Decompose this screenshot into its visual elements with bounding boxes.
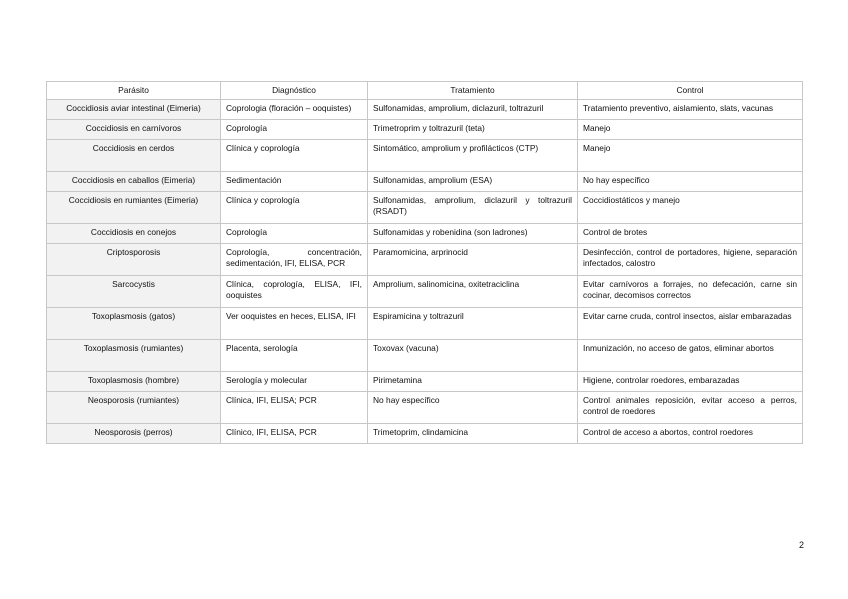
cell-control: Control de acceso a abortos, control roedores (578, 424, 803, 444)
cell-control: Desinfección, control de portadores, higiene, separación infectados, calostro (578, 244, 803, 276)
cell-control: Manejo (578, 120, 803, 140)
cell-tratamiento: Pirimetamina (368, 372, 578, 392)
header-control: Control (578, 82, 803, 100)
cell-diagnostico: Ver ooquistes en heces, ELISA, IFI (221, 308, 368, 340)
table-row (47, 372, 803, 392)
cell-control: Control animales reposición, evitar acceso a perros, control de roedores (578, 392, 803, 424)
table-row (47, 100, 803, 120)
table-row (47, 340, 803, 372)
cell-tratamiento: Trimetroprim y toltrazuril (teta) (368, 120, 578, 140)
parasite-table (46, 81, 803, 444)
cell-diagnostico: Clínico, IFI, ELISA, PCR (221, 424, 368, 444)
table-row (47, 276, 803, 308)
cell-diagnostico: Sedimentación (221, 172, 368, 192)
cell-parasito: Toxoplasmosis (gatos) (47, 308, 221, 340)
cell-parasito: Sarcocystis (47, 276, 221, 308)
cell-diagnostico: Coprología (221, 120, 368, 140)
cell-control: Evitar carne cruda, control insectos, aislar embarazadas (578, 308, 803, 340)
cell-control: Tratamiento preventivo, aislamiento, slats, vacunas (578, 100, 803, 120)
cell-tratamiento: Sulfonamidas, amprolium, diclazuril y toltrazuril (RSADT) (368, 192, 578, 224)
cell-tratamiento: Espiramicina y toltrazuril (368, 308, 578, 340)
cell-diagnostico: Placenta, serología (221, 340, 368, 372)
table-row (47, 192, 803, 224)
cell-control: Higiene, controlar roedores, embarazadas (578, 372, 803, 392)
cell-tratamiento: Sulfonamidas, amprolium (ESA) (368, 172, 578, 192)
cell-parasito: Criptosporosis (47, 244, 221, 276)
cell-control: Coccidiostáticos y manejo (578, 192, 803, 224)
table-row (47, 224, 803, 244)
header-tratamiento: Tratamiento (368, 82, 578, 100)
cell-parasito: Coccidiosis aviar intestinal (Eimeria) (47, 100, 221, 120)
cell-diagnostico: Clínica y coprología (221, 192, 368, 224)
table-row (47, 424, 803, 444)
cell-parasito: Toxoplasmosis (hombre) (47, 372, 221, 392)
cell-tratamiento: No hay específico (368, 392, 578, 424)
cell-parasito: Coccidiosis en cerdos (47, 140, 221, 172)
cell-parasito: Coccidiosis en conejos (47, 224, 221, 244)
cell-control: No hay específico (578, 172, 803, 192)
table-row (47, 244, 803, 276)
table-row (47, 120, 803, 140)
page-number: 2 (798, 540, 804, 550)
cell-parasito: Coccidiosis en rumiantes (Eimeria) (47, 192, 221, 224)
cell-tratamiento: Paramomicina, arprinocid (368, 244, 578, 276)
cell-control: Evitar carnívoros a forrajes, no defecación, carne sin cocinar, decomisos correctos (578, 276, 803, 308)
cell-diagnostico: Coprología, concentración, sedimentación, IFI, ELISA, PCR (221, 244, 368, 276)
cell-parasito: Neosporosis (perros) (47, 424, 221, 444)
cell-tratamiento: Sulfonamidas, amprolium, diclazuril, toltrazuril (368, 100, 578, 120)
table-row (47, 392, 803, 424)
table-row (47, 172, 803, 192)
table-header-row (47, 82, 803, 100)
cell-tratamiento: Sintomático, amprolium y profilácticos (CTP) (368, 140, 578, 172)
header-diagnostico: Diagnóstico (221, 82, 368, 100)
cell-diagnostico: Serología y molecular (221, 372, 368, 392)
header-parasito: Parásito (47, 82, 221, 100)
cell-control: Manejo (578, 140, 803, 172)
cell-diagnostico: Coprologia (floración – ooquistes) (221, 100, 368, 120)
cell-parasito: Toxoplasmosis (rumiantes) (47, 340, 221, 372)
cell-diagnostico: Clínica, IFI, ELISA; PCR (221, 392, 368, 424)
cell-tratamiento: Trimetoprim, clindamicina (368, 424, 578, 444)
cell-diagnostico: Coprología (221, 224, 368, 244)
table-row (47, 140, 803, 172)
cell-tratamiento: Sulfonamidas y robenidina (son ladrones) (368, 224, 578, 244)
table-row (47, 308, 803, 340)
cell-diagnostico: Clínica y coprología (221, 140, 368, 172)
cell-parasito: Coccidiosis en carnívoros (47, 120, 221, 140)
cell-control: Inmunización, no acceso de gatos, eliminar abortos (578, 340, 803, 372)
cell-tratamiento: Toxovax (vacuna) (368, 340, 578, 372)
cell-parasito: Neosporosis (rumiantes) (47, 392, 221, 424)
cell-tratamiento: Amprolium, salinomicina, oxitetraciclina (368, 276, 578, 308)
cell-parasito: Coccidiosis en caballos (Eimeria) (47, 172, 221, 192)
cell-diagnostico: Clínica, coprología, ELISA, IFI, ooquistes (221, 276, 368, 308)
cell-control: Control de brotes (578, 224, 803, 244)
